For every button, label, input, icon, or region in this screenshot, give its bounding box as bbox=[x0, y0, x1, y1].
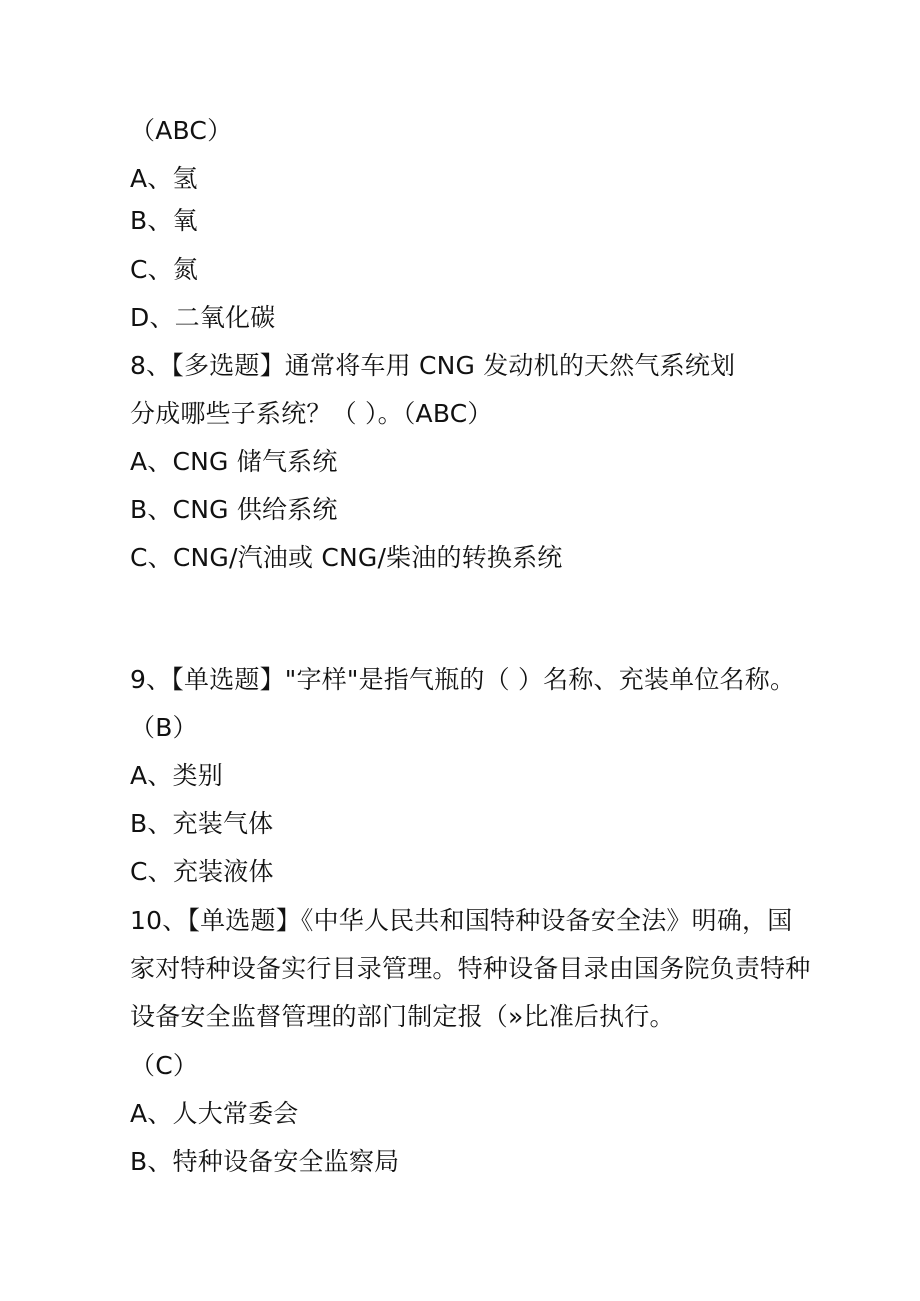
q8-question-line-1: 8、【多选题】通常将车用 CNG 发动机的天然气系统划 bbox=[130, 351, 736, 380]
q10-option-a: A、人大常委会 bbox=[130, 1099, 299, 1128]
q7-option-d: D、二氧化碳 bbox=[130, 303, 276, 332]
q10-option-b: B、特种设备安全监察局 bbox=[130, 1147, 400, 1176]
q7-answer-key: （ABC） bbox=[130, 116, 233, 145]
q10-answer-key: （C） bbox=[130, 1051, 199, 1080]
q7-option-b: B、氧 bbox=[130, 206, 198, 235]
q7-option-c: C、氮 bbox=[130, 255, 199, 284]
q8-option-a: A、CNG 储气系统 bbox=[130, 447, 338, 476]
q9-option-b: B、充装气体 bbox=[130, 809, 274, 838]
q10-question-line-3: 设备安全监督管理的部门制定报（»比准后执行。 bbox=[130, 1002, 675, 1031]
q8-option-b: B、CNG 供给系统 bbox=[130, 495, 338, 524]
q9-option-a: A、类别 bbox=[130, 761, 223, 790]
q8-option-c: C、CNG/汽油或 CNG/柴油的转换系统 bbox=[130, 543, 563, 572]
q9-question-line-1: 9、【单选题】"字样"是指气瓶的（ ）名称、充装单位名称。 bbox=[130, 665, 796, 694]
q8-question-line-2: 分成哪些子系统？（ ）。（ABC） bbox=[130, 399, 493, 428]
q10-question-line-1: 10、【单选题】《中华人民共和国特种设备安全法》明确，国 bbox=[130, 906, 793, 935]
q10-question-line-2: 家对特种设备实行目录管理。特种设备目录由国务院负责特种 bbox=[130, 954, 811, 983]
q9-option-c: C、充装液体 bbox=[130, 857, 274, 886]
q9-answer-key: （B） bbox=[130, 713, 198, 742]
q7-option-a: A、氢 bbox=[130, 164, 198, 193]
